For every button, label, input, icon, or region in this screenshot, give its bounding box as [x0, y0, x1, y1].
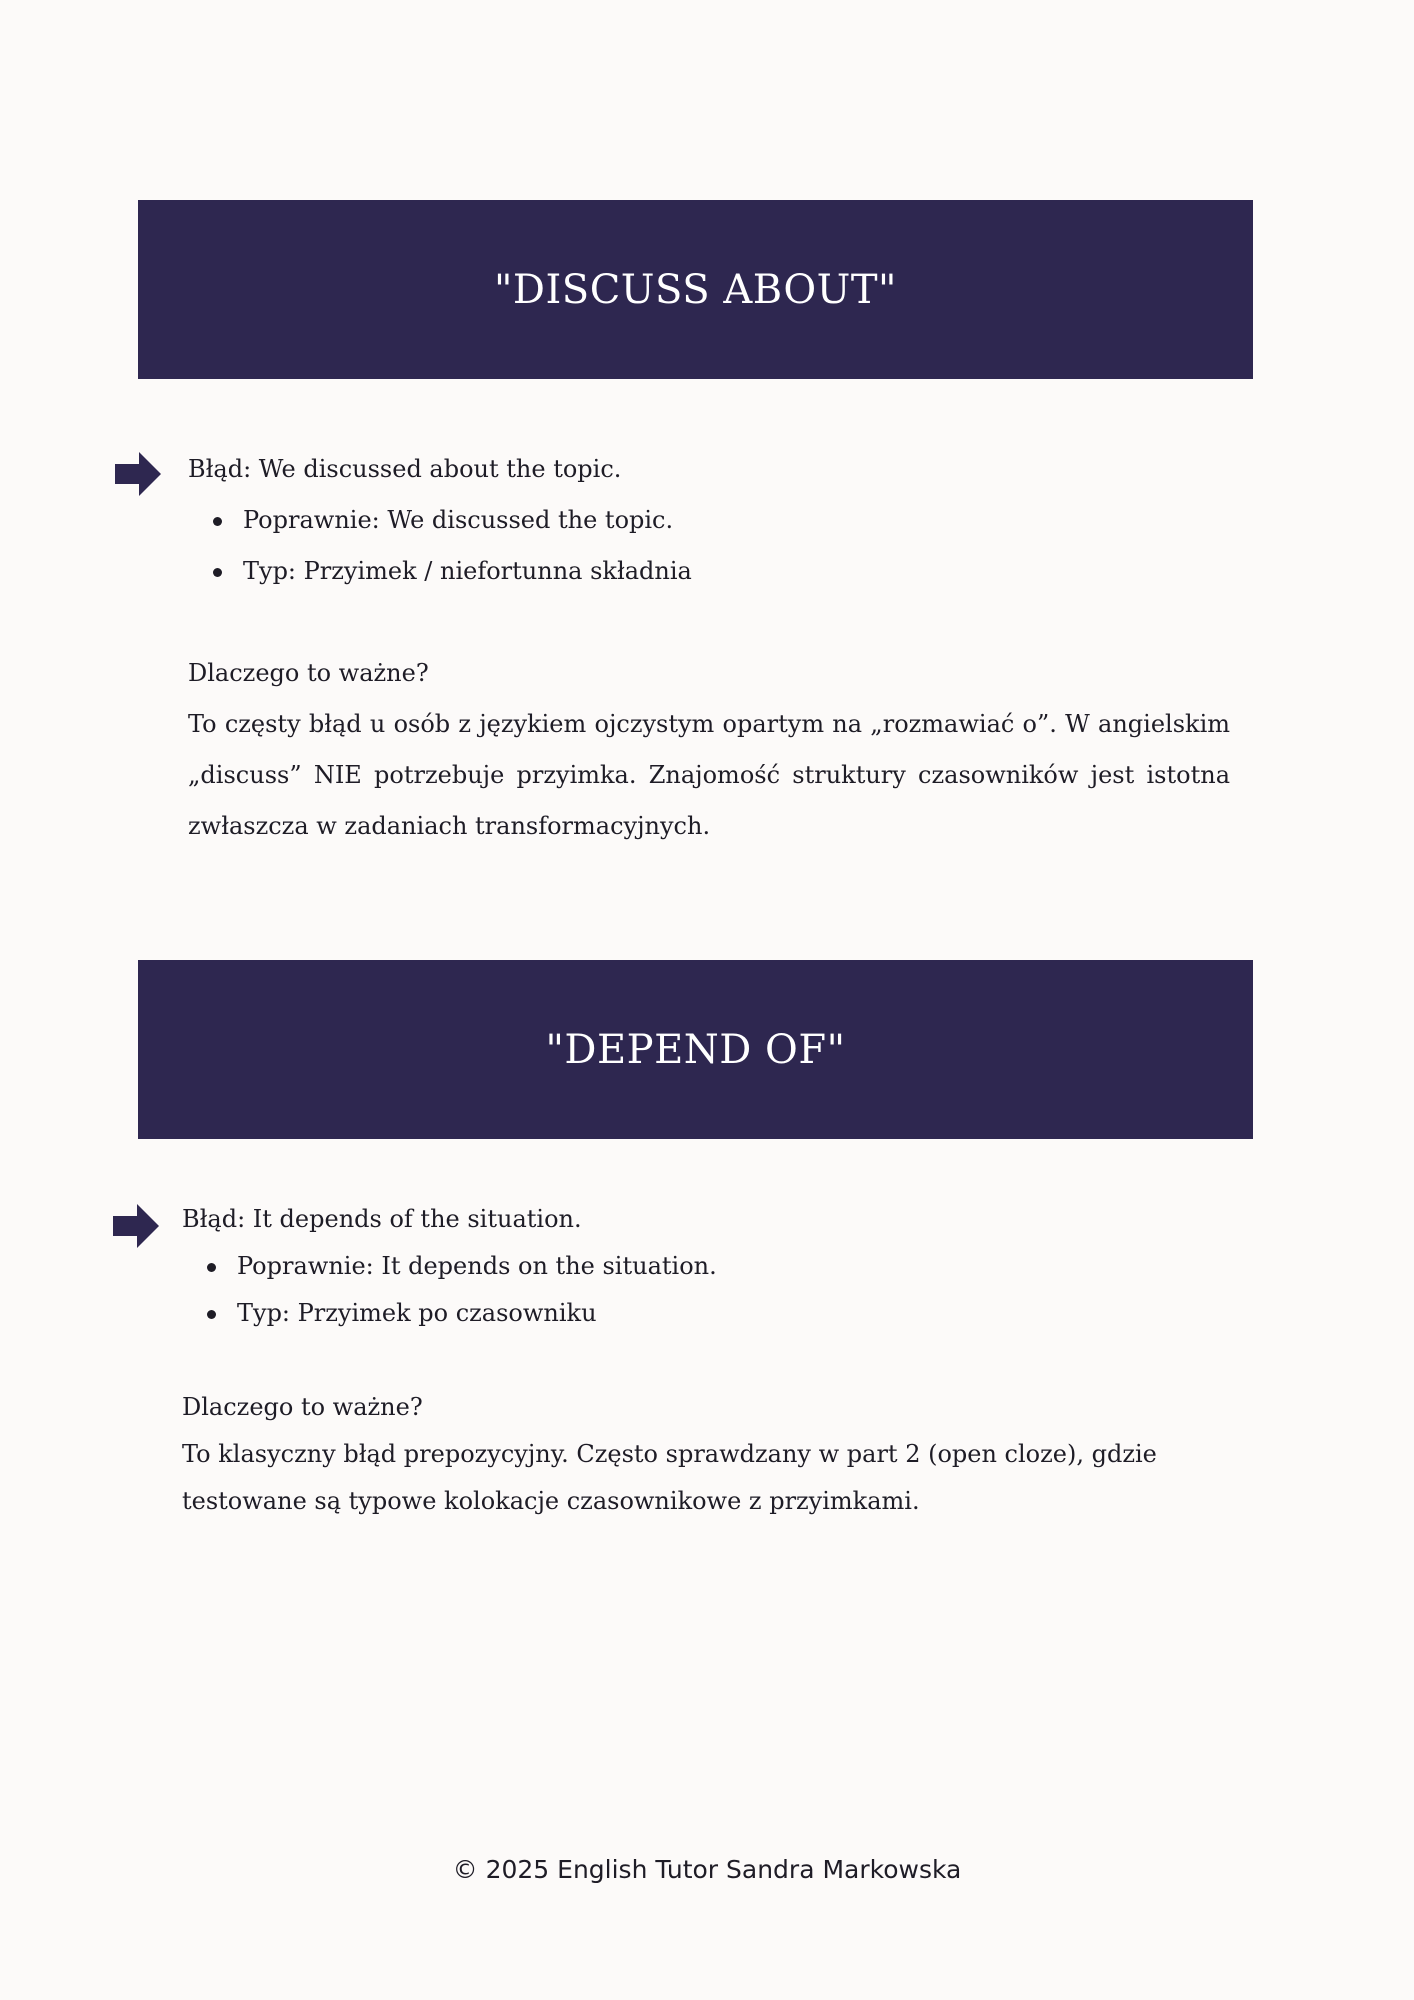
section-depend-of: [182, 1196, 1254, 1525]
error-example: Błąd: We discussed about the topic.: [188, 455, 622, 483]
list-item-type: Typ: Przyimek po czasowniku: [182, 1290, 1254, 1337]
error-example: Błąd: It depends of the situation.: [182, 1205, 582, 1233]
list-item-correct: Poprawnie: We discussed the topic.: [188, 495, 1230, 546]
why-heading: Dlaczego to ważne?: [182, 1393, 423, 1421]
list-item-correct: Poprawnie: It depends on the situation.: [182, 1243, 1254, 1290]
why-text: To częsty błąd u osób z językiem ojczystym opartym na „rozmawiać o”. W angielskim „discuss” NIE potrzebuje przyimka. Znajomość struktury czasowników jest istotna zwłaszcza w zadaniach transformacyjnych.: [188, 710, 1230, 840]
list-item-type: Typ: Przyimek / niefortunna składnia: [188, 546, 1230, 597]
section-banner-discuss-about: [138, 200, 1253, 379]
section-title: "DISCUSS ABOUT": [494, 266, 897, 313]
arrow-right-icon: [115, 452, 161, 496]
why-text: To klasyczny błąd prepozycyjny. Często sprawdzany w part 2 (open cloze), gdzie testowane są typowe kolokacje czasownikowe z przyimkami.: [182, 1440, 1157, 1515]
section-discuss-about: [188, 444, 1230, 852]
arrow-right-icon: [113, 1204, 159, 1248]
correction-list: [182, 1243, 1254, 1337]
why-heading: Dlaczego to ważne?: [188, 659, 429, 687]
footer-copyright: © 2025 English Tutor Sandra Markowska: [452, 1855, 962, 1884]
section-banner-depend-of: [138, 960, 1253, 1139]
correction-list: [188, 495, 1230, 597]
section-title: "DEPEND OF": [545, 1026, 846, 1073]
